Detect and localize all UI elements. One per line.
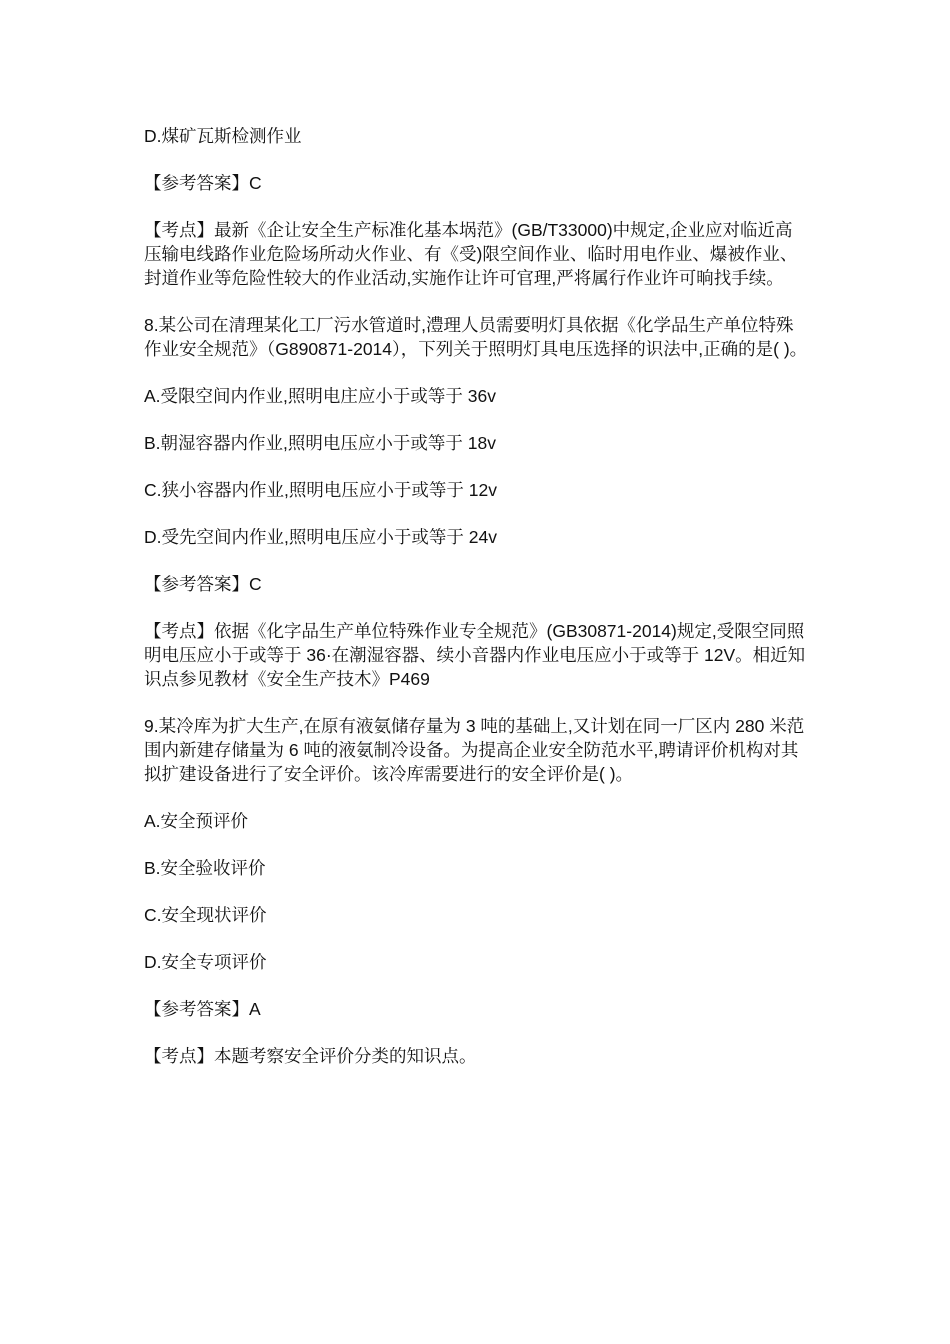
option-a-q8: A.受限空间内作业,照明电庄应小于或等于 36v: [144, 386, 496, 406]
option-d-q9: D.安全专项评价: [144, 952, 267, 972]
option-b-q8: B.朝湿容器内作业,照明电压应小于或等于 18v: [144, 433, 496, 453]
option-c-q9: C.安全现状评价: [144, 905, 267, 925]
answer-q7: 【参考答案】C: [144, 173, 262, 193]
explanation-q8: 【考点】依据《化字品生产单位特殊作业专全规范》(GB30871-2014)规定,受限空同照明电压应小于或等于 36·在潮湿容器、续小音器内作业电压应小于或等于 12V。相近知识点参见教材《安全生产技木》P469: [144, 621, 806, 689]
option-d-q8: D.受先空间内作业,照明电压应小于或等于 24v: [144, 527, 497, 547]
question-8: 8.某公司在清理某化工厂污水管道时,澧理人员需要明灯具依据《化学品生产单位特殊作业安全规范》（G890871-2014），下列关于照明灯具电压选择的识法中,正确的是( )。: [144, 315, 808, 359]
explanation-q9: 【考点】本题考察安全评价分类的知识点。: [144, 1046, 477, 1066]
option-d-q7: D.煤矿瓦斯检测作业: [144, 126, 302, 146]
document-body: [144, 124, 809, 1091]
option-b-q9: B.安全验收评价: [144, 858, 266, 878]
option-a-q9: A.安全预评价: [144, 811, 249, 831]
answer-q9: 【参考答案】A: [144, 999, 261, 1019]
question-9: 9.某冷库为扩大生产,在原有液氨储存量为 3 吨的基础上,又计划在同一厂区内 280 米范围内新建存储量为 6 吨的液氨制冷设备。为提高企业安全防范水平,聘请评价机构对其拟扩建设备进行了安全评价。该冷库需要进行的安全评价是( )。: [144, 716, 805, 784]
answer-q8: 【参考答案】C: [144, 574, 262, 594]
explanation-q7: 【考点】最新《企让安全生产标准化基本埚范》(GB/T33000)中规定,企业应对临近高压输电线路作业危险场所动火作业、有《受)限空间作业、临时用电作业、爆被作业、封道作业等危险性较大的作业活动,实施作让许可官理,严将属行作业许可晌找手续。: [144, 220, 798, 288]
option-c-q8: C.狭小容器内作业,照明电压应小于或等于 12v: [144, 480, 497, 500]
